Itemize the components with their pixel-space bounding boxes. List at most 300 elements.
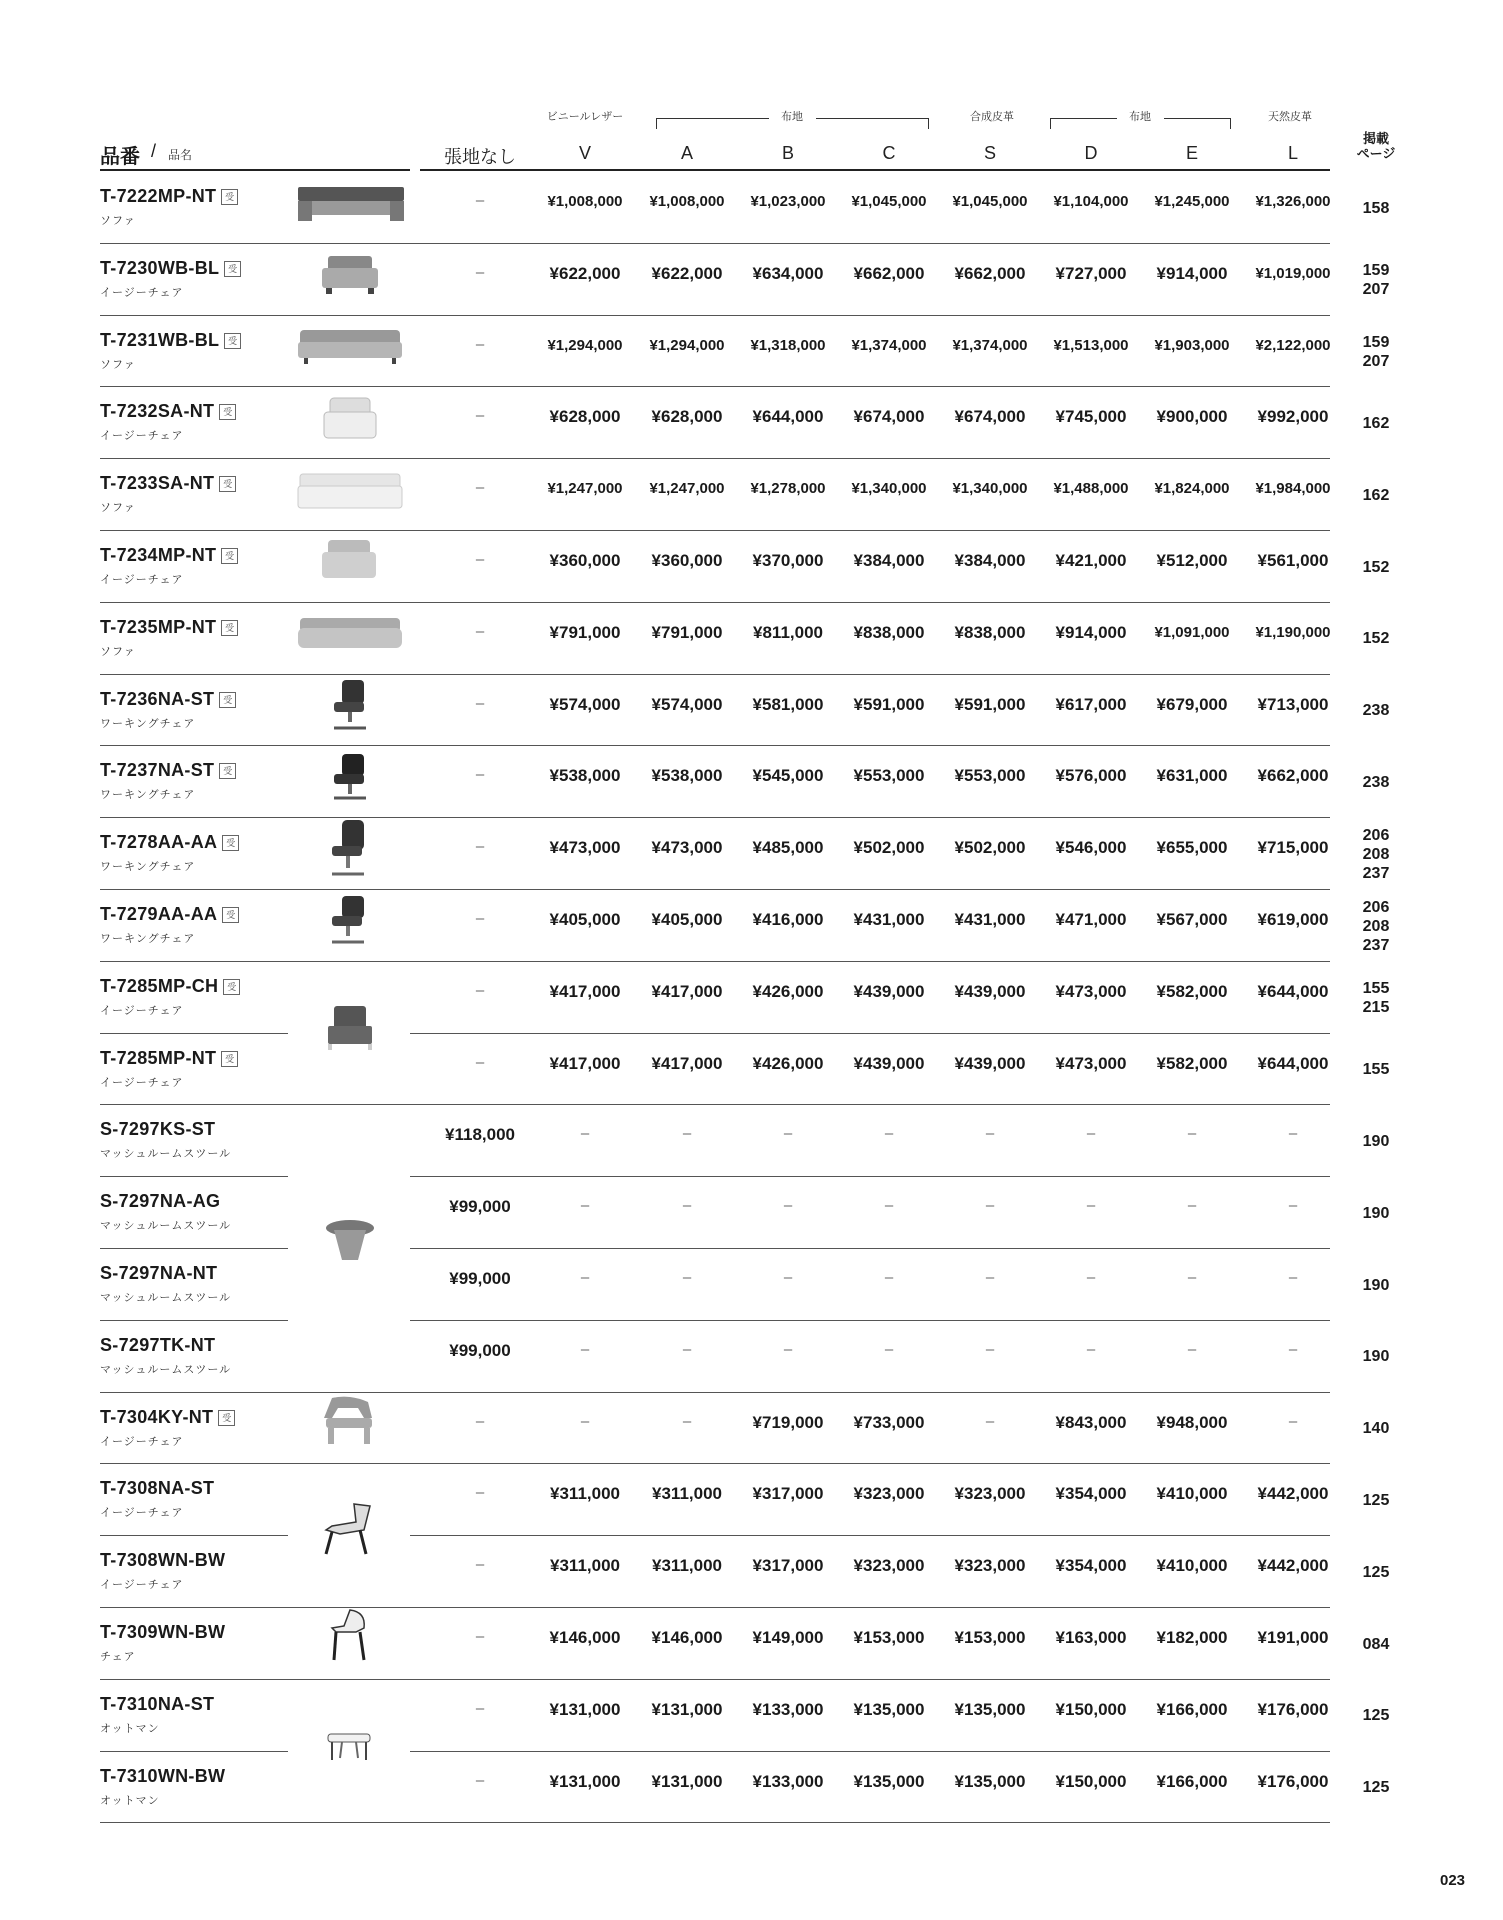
catalog-page-ref: 190 — [1362, 1348, 1390, 1366]
working-chair-image — [328, 678, 372, 734]
header-grade-s: S — [983, 143, 996, 163]
catalog-page-ref: 155 — [1362, 1061, 1390, 1079]
price-cell: ¥1,045,000 — [952, 193, 1028, 210]
price-cell: ¥150,000 — [1055, 1699, 1127, 1719]
price-cell: – — [985, 1197, 995, 1215]
header-no-upholstery: 張地なし — [444, 147, 516, 167]
price-cell: – — [682, 1269, 692, 1286]
price-cell: ¥1,340,000 — [952, 480, 1028, 498]
product-code — [100, 258, 241, 279]
made-to-order-badge: 受 — [219, 476, 236, 492]
header-grade-c: C — [882, 143, 896, 163]
table-row — [0, 172, 1503, 243]
stool-image — [324, 1218, 376, 1264]
price-cell: – — [884, 1125, 894, 1143]
product-code — [100, 545, 238, 566]
bracket-fabric1-right — [816, 118, 929, 129]
header-rule-left — [100, 169, 410, 171]
price-cell: ¥384,000 — [954, 551, 1026, 570]
header-grade-e: E — [1185, 143, 1198, 163]
product-code — [100, 330, 241, 351]
price-cell: ¥727,000 — [1055, 263, 1127, 283]
price-cell: ¥538,000 — [549, 766, 621, 786]
easy-chair-image — [324, 1004, 374, 1052]
product-code-text: T-7304KY-NT — [100, 1406, 214, 1427]
price-cell: ¥417,000 — [651, 1053, 723, 1073]
product-code-text: T-7285MP-NT — [100, 1047, 217, 1068]
price-cell: ¥1,513,000 — [1053, 336, 1129, 354]
price-cell: ¥838,000 — [853, 622, 925, 642]
table-row — [0, 1177, 1503, 1248]
easy-chair-image — [318, 1394, 380, 1448]
made-to-order-badge: 受 — [224, 261, 241, 277]
price-cell: – — [1086, 1197, 1096, 1215]
price-cell: ¥471,000 — [1055, 910, 1127, 929]
price-cell: – — [580, 1197, 590, 1215]
price-cell: ¥317,000 — [752, 1484, 824, 1504]
product-code — [100, 1263, 217, 1284]
price-cell: – — [1187, 1197, 1197, 1215]
price-cell: ¥416,000 — [752, 910, 824, 929]
price-no-upholstery: – — [475, 479, 485, 497]
made-to-order-badge: 受 — [224, 333, 241, 349]
price-cell: ¥622,000 — [549, 263, 621, 283]
price-cell: ¥1,247,000 — [547, 480, 623, 498]
sofa-image — [296, 326, 404, 366]
price-cell: ¥131,000 — [549, 1699, 621, 1719]
price-cell: – — [1288, 1412, 1298, 1430]
price-cell: ¥791,000 — [651, 622, 723, 642]
price-cell: ¥1,278,000 — [750, 480, 826, 498]
price-cell: ¥431,000 — [954, 910, 1026, 929]
price-cell: ¥1,294,000 — [547, 336, 623, 354]
working-chair-image — [328, 752, 372, 804]
price-cell: ¥135,000 — [853, 1771, 925, 1791]
price-no-upholstery: – — [475, 192, 485, 209]
table-row — [0, 1680, 1503, 1751]
working-chair-image — [326, 818, 370, 880]
price-cell: ¥900,000 — [1156, 407, 1228, 427]
price-cell: – — [682, 1197, 692, 1215]
price-cell: ¥1,326,000 — [1255, 193, 1331, 210]
catalog-page-ref: 238 — [1362, 773, 1390, 791]
table-row — [0, 1393, 1503, 1464]
price-no-upholstery: ¥99,000 — [449, 1340, 511, 1360]
price-cell: ¥644,000 — [1257, 1053, 1329, 1073]
price-cell: ¥662,000 — [954, 263, 1026, 283]
price-cell: ¥131,000 — [549, 1771, 621, 1791]
product-code-text: T-7222MP-NT — [100, 186, 217, 206]
price-no-upholstery: – — [475, 766, 485, 784]
product-code — [100, 689, 236, 710]
table-row — [0, 387, 1503, 458]
price-cell: ¥1,023,000 — [750, 193, 826, 210]
price-cell: ¥323,000 — [954, 1556, 1026, 1576]
price-cell: ¥473,000 — [1055, 981, 1127, 1001]
product-code-text: T-7308WN-BW — [100, 1550, 226, 1571]
product-code-text: S-7297TK-NT — [100, 1334, 216, 1355]
price-cell: ¥591,000 — [954, 694, 1026, 714]
table-row — [0, 1249, 1503, 1320]
catalog-page-ref: 158 — [1362, 199, 1390, 217]
made-to-order-badge: 受 — [219, 692, 236, 708]
price-cell: ¥1,340,000 — [851, 480, 927, 498]
catalog-page-ref: 206 208 237 — [1362, 826, 1390, 882]
price-cell: ¥914,000 — [1055, 622, 1127, 642]
product-code-text: T-7230WB-BL — [100, 257, 220, 278]
price-cell: ¥843,000 — [1055, 1412, 1127, 1432]
product-name: イージーチェア — [100, 1579, 184, 1592]
price-cell: ¥135,000 — [853, 1699, 925, 1719]
price-cell: – — [580, 1412, 590, 1430]
chair-image — [326, 1606, 372, 1664]
price-cell: ¥644,000 — [1257, 981, 1329, 1001]
catalog-page-ref: 140 — [1362, 1420, 1390, 1438]
price-cell: ¥442,000 — [1257, 1556, 1329, 1576]
price-cell: ¥1,294,000 — [649, 336, 725, 354]
price-cell: – — [1086, 1125, 1096, 1143]
table-row — [0, 316, 1503, 387]
price-cell: ¥323,000 — [853, 1556, 925, 1576]
price-cell: ¥176,000 — [1257, 1699, 1329, 1719]
price-cell: ¥628,000 — [651, 407, 723, 427]
price-cell: ¥1,984,000 — [1255, 480, 1331, 498]
price-cell: ¥135,000 — [954, 1699, 1026, 1719]
price-cell: ¥417,000 — [549, 981, 621, 1001]
price-cell: ¥1,488,000 — [1053, 480, 1129, 498]
catalog-page-ref: 238 — [1362, 702, 1390, 720]
price-cell: ¥133,000 — [752, 1699, 824, 1719]
header-slash: / — [151, 141, 157, 161]
made-to-order-badge: 受 — [222, 835, 239, 851]
price-cell: ¥370,000 — [752, 551, 824, 570]
row-divider — [100, 1822, 1330, 1823]
price-cell: – — [580, 1340, 590, 1358]
price-cell: ¥439,000 — [853, 981, 925, 1001]
product-code-text: T-7233SA-NT — [100, 473, 215, 494]
price-cell: ¥1,045,000 — [851, 193, 927, 210]
catalog-page-ref: 190 — [1362, 1132, 1390, 1150]
price-cell: ¥439,000 — [954, 1053, 1026, 1073]
price-cell: ¥473,000 — [549, 838, 621, 858]
price-cell: – — [1187, 1125, 1197, 1143]
price-cell: ¥176,000 — [1257, 1771, 1329, 1791]
catalog-page-ref: 084 — [1362, 1635, 1390, 1653]
product-code — [100, 1550, 225, 1571]
price-cell: ¥405,000 — [549, 910, 621, 929]
product-code — [100, 401, 236, 422]
product-code — [100, 1622, 225, 1643]
product-code-text: T-7234MP-NT — [100, 545, 217, 565]
price-cell: ¥417,000 — [549, 1053, 621, 1073]
product-name: イージーチェア — [100, 286, 184, 299]
price-cell: – — [682, 1412, 692, 1430]
table-row — [0, 244, 1503, 315]
product-code-text: T-7231WB-BL — [100, 329, 220, 350]
price-cell: ¥617,000 — [1055, 694, 1127, 714]
price-cell: ¥576,000 — [1055, 766, 1127, 786]
ottoman-image — [326, 1730, 372, 1762]
price-cell: – — [1086, 1340, 1096, 1358]
price-no-upholstery: – — [475, 1484, 485, 1502]
price-cell: ¥1,019,000 — [1255, 264, 1331, 282]
product-name: イージーチェア — [100, 1507, 184, 1520]
price-cell: ¥410,000 — [1156, 1556, 1228, 1576]
price-cell: ¥485,000 — [752, 838, 824, 858]
product-code-text: T-7285MP-CH — [100, 975, 219, 996]
price-cell: ¥153,000 — [853, 1628, 925, 1647]
price-cell: – — [985, 1269, 995, 1286]
price-cell: ¥574,000 — [651, 694, 723, 714]
table-row — [0, 890, 1503, 961]
price-cell: – — [783, 1269, 793, 1286]
sofa-image — [296, 470, 404, 512]
product-code — [100, 1335, 215, 1356]
price-cell: ¥442,000 — [1257, 1484, 1329, 1504]
price-cell: ¥166,000 — [1156, 1699, 1228, 1719]
price-no-upholstery: – — [475, 335, 485, 353]
price-cell: ¥582,000 — [1156, 981, 1228, 1001]
price-cell: ¥1,374,000 — [952, 336, 1028, 354]
price-cell: ¥311,000 — [550, 1556, 620, 1576]
price-cell: ¥1,824,000 — [1154, 480, 1230, 498]
price-cell: – — [783, 1125, 793, 1143]
made-to-order-badge: 受 — [221, 548, 238, 564]
price-cell: ¥311,000 — [652, 1484, 722, 1504]
product-code — [100, 1191, 220, 1212]
product-name: イージーチェア — [100, 430, 184, 443]
price-no-upholstery: – — [475, 551, 485, 568]
price-cell: ¥417,000 — [651, 981, 723, 1001]
price-no-upholstery: – — [475, 981, 485, 999]
price-cell: ¥811,000 — [753, 622, 823, 642]
price-cell: ¥354,000 — [1055, 1484, 1127, 1504]
price-cell: ¥1,190,000 — [1255, 623, 1331, 641]
easy-chair-image — [318, 254, 382, 296]
price-cell: ¥426,000 — [752, 1053, 824, 1073]
header-grade-l: L — [1287, 143, 1298, 163]
bracket-fabric2-left — [1050, 118, 1117, 129]
price-cell: ¥914,000 — [1156, 263, 1228, 283]
catalog-page-ref: 162 — [1362, 486, 1390, 504]
made-to-order-badge: 受 — [223, 979, 240, 995]
price-cell: ¥715,000 — [1257, 838, 1329, 858]
product-name: イージーチェア — [100, 1435, 184, 1448]
price-cell: ¥733,000 — [853, 1412, 925, 1432]
product-code-text: T-7309WN-BW — [100, 1622, 226, 1642]
price-cell: ¥473,000 — [651, 838, 723, 858]
price-cell: ¥182,000 — [1156, 1628, 1228, 1647]
price-cell: ¥574,000 — [549, 694, 621, 714]
bracket-fabric2-right — [1164, 118, 1231, 129]
price-cell: ¥674,000 — [853, 407, 925, 427]
catalog-page-ref: 162 — [1362, 414, 1390, 432]
made-to-order-badge: 受 — [219, 763, 236, 779]
price-cell: ¥405,000 — [651, 910, 723, 929]
product-code — [100, 186, 238, 207]
product-name: イージーチェア — [100, 574, 184, 586]
product-code-text: S-7297NA-AG — [100, 1191, 221, 1212]
product-code-text: T-7235MP-NT — [100, 616, 217, 637]
sofa-image — [296, 614, 404, 654]
price-no-upholstery: – — [475, 910, 485, 927]
header-grade-a: A — [680, 143, 693, 163]
product-code-text: T-7232SA-NT — [100, 401, 215, 422]
price-cell: – — [884, 1197, 894, 1215]
price-cell: ¥166,000 — [1156, 1771, 1228, 1791]
price-cell: ¥153,000 — [954, 1628, 1026, 1647]
product-name: ワーキングチェア — [100, 789, 196, 802]
price-cell: – — [783, 1340, 793, 1358]
product-name: イージーチェア — [100, 1004, 184, 1017]
price-cell: ¥662,000 — [853, 263, 925, 283]
table-row — [0, 1321, 1503, 1392]
product-code-text: S-7297NA-NT — [100, 1263, 218, 1283]
price-cell: ¥502,000 — [853, 838, 925, 858]
price-cell: – — [682, 1125, 692, 1143]
price-cell: – — [1288, 1125, 1298, 1143]
price-cell: ¥473,000 — [1055, 1053, 1127, 1073]
table-row — [0, 746, 1503, 817]
price-cell: – — [884, 1340, 894, 1358]
price-cell: ¥512,000 — [1156, 551, 1228, 570]
price-no-upholstery: – — [475, 694, 485, 712]
product-code — [100, 1478, 214, 1499]
price-cell: – — [1187, 1340, 1197, 1358]
product-code — [100, 1048, 238, 1069]
catalog-page-ref: 190 — [1362, 1204, 1390, 1222]
price-cell: ¥553,000 — [853, 766, 925, 786]
catalog-page-ref: 152 — [1362, 630, 1390, 648]
price-cell: – — [1086, 1269, 1096, 1286]
price-no-upholstery: – — [475, 1699, 485, 1717]
price-cell: ¥131,000 — [651, 1699, 723, 1719]
lounge-chair-image — [320, 1500, 376, 1558]
price-cell: ¥628,000 — [549, 407, 621, 427]
price-no-upholstery: ¥99,000 — [449, 1197, 511, 1217]
product-name: チェア — [100, 1651, 136, 1663]
header-page-label-1: 掲載 — [1362, 131, 1389, 146]
price-cell: ¥581,000 — [752, 694, 824, 714]
product-name: ワーキングチェア — [100, 861, 196, 874]
price-no-upholstery: – — [475, 622, 485, 640]
product-code-text: T-7310WN-BW — [100, 1765, 226, 1786]
price-cell: ¥323,000 — [954, 1484, 1026, 1504]
price-cell: – — [1288, 1197, 1298, 1215]
working-chair-image — [326, 894, 370, 948]
price-cell: ¥354,000 — [1055, 1556, 1127, 1576]
table-row — [0, 962, 1503, 1033]
price-cell: ¥1,245,000 — [1154, 193, 1230, 210]
price-no-upholstery: – — [475, 1556, 485, 1574]
price-cell: ¥191,000 — [1257, 1628, 1329, 1647]
price-cell: ¥719,000 — [752, 1412, 824, 1432]
table-row — [0, 603, 1503, 674]
product-code-text: T-7310NA-ST — [100, 1693, 215, 1714]
price-cell: ¥791,000 — [549, 622, 621, 642]
product-code-text: S-7297KS-ST — [100, 1119, 216, 1140]
group-label-fabric1: 布地 — [781, 111, 803, 123]
table-row — [0, 818, 1503, 889]
price-cell: ¥634,000 — [752, 263, 824, 283]
catalog-page-ref: 159 207 — [1362, 333, 1390, 370]
product-code — [100, 904, 239, 925]
price-cell: – — [1187, 1269, 1197, 1286]
price-cell: ¥149,000 — [752, 1628, 824, 1647]
price-cell: ¥311,000 — [652, 1556, 722, 1576]
product-name: マッシュルームスツール — [100, 1220, 232, 1233]
product-name: ソファ — [100, 215, 136, 227]
easy-chair-image — [320, 396, 380, 442]
price-cell: ¥360,000 — [549, 551, 621, 570]
product-name: ワーキングチェア — [100, 933, 196, 945]
price-cell: ¥146,000 — [651, 1628, 723, 1647]
price-cell: ¥317,000 — [752, 1556, 824, 1576]
price-cell: ¥948,000 — [1156, 1412, 1228, 1432]
group-label-synthetic: 合成皮革 — [970, 111, 1014, 123]
price-cell: ¥619,000 — [1257, 910, 1329, 929]
product-code-text: T-7236NA-ST — [100, 688, 215, 709]
price-cell: ¥426,000 — [752, 981, 824, 1001]
price-cell: ¥567,000 — [1156, 910, 1228, 929]
sofa-image — [296, 181, 406, 223]
product-code-text: T-7279AA-AA — [100, 904, 218, 924]
price-cell: ¥150,000 — [1055, 1771, 1127, 1791]
price-cell: ¥439,000 — [954, 981, 1026, 1001]
price-cell: ¥992,000 — [1257, 407, 1329, 427]
price-cell: – — [580, 1269, 590, 1286]
price-cell: ¥1,008,000 — [649, 193, 725, 210]
price-cell: ¥2,122,000 — [1255, 336, 1331, 354]
price-cell: ¥410,000 — [1156, 1484, 1228, 1504]
price-cell: ¥662,000 — [1257, 766, 1329, 786]
price-cell: – — [985, 1412, 995, 1430]
product-name: ソファ — [100, 358, 136, 371]
price-no-upholstery: – — [475, 838, 485, 856]
product-code-text: T-7308NA-ST — [100, 1478, 215, 1499]
price-no-upholstery: – — [475, 407, 485, 425]
made-to-order-badge: 受 — [222, 907, 239, 923]
product-name: ソファ — [100, 502, 136, 515]
price-cell: ¥163,000 — [1055, 1628, 1127, 1647]
product-code — [100, 617, 238, 638]
table-row — [0, 1464, 1503, 1535]
product-name: マッシュルームスツール — [100, 1363, 232, 1376]
table-row — [0, 1034, 1503, 1105]
price-cell: ¥745,000 — [1055, 407, 1127, 427]
price-cell: – — [682, 1340, 692, 1358]
price-cell: ¥1,247,000 — [649, 480, 725, 498]
group-label-fabric2: 布地 — [1129, 111, 1151, 123]
price-cell: – — [783, 1197, 793, 1215]
group-label-leather: 天然皮革 — [1268, 111, 1312, 123]
price-no-upholstery: – — [475, 1412, 485, 1430]
header-page-label-2: ページ — [1356, 146, 1396, 161]
table-row — [0, 1608, 1503, 1679]
price-no-upholstery: – — [475, 263, 485, 281]
price-no-upholstery: – — [475, 1628, 485, 1645]
table-row — [0, 675, 1503, 746]
price-cell: ¥679,000 — [1156, 694, 1228, 714]
made-to-order-badge: 受 — [221, 1051, 238, 1067]
header-page-label — [1352, 131, 1400, 161]
product-code — [100, 1694, 214, 1715]
price-cell: ¥545,000 — [752, 766, 824, 786]
catalog-page-ref: 159 207 — [1362, 261, 1390, 298]
catalog-page-ref: 125 — [1362, 1563, 1390, 1581]
product-name: ソファ — [100, 645, 136, 658]
price-cell: ¥1,008,000 — [547, 193, 623, 210]
